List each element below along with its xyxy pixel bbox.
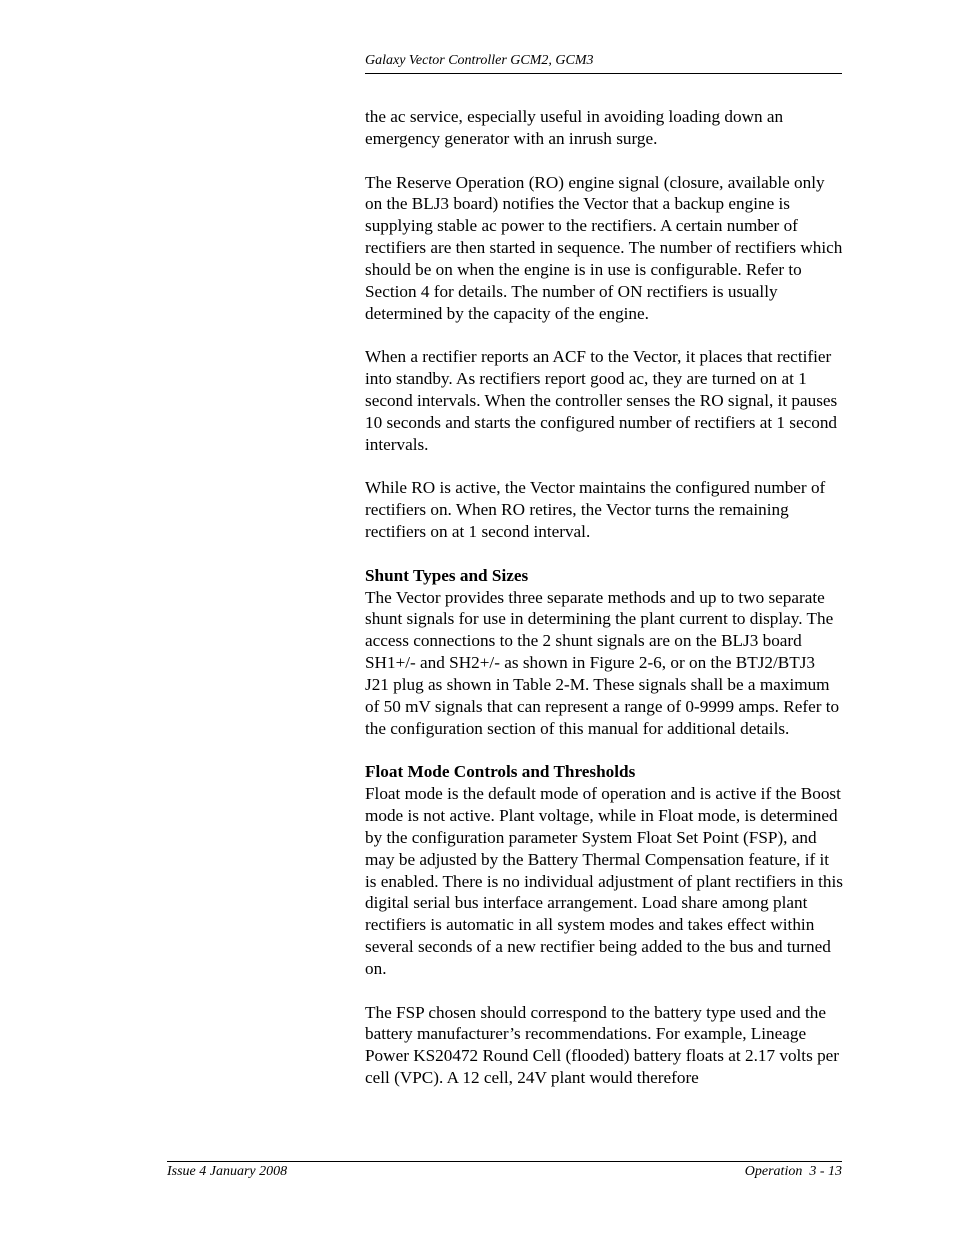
paragraph-float-mode: Float mode is the default mode of operation and is active if the Boost mode is not active. Plant voltage, while in Float mode, is determined by the configuration parameter System Float Set Point (FSP), and may be adjusted by the Battery Thermal Compensation feature, if it is enabled. There is no individual adjustment of plant rectifiers in this digital serial bus interface arrangement. Load share among plant rectifiers is automatic in all system modes and takes effect within several seconds of a new rectifier being added to the bus and turned on. <box>365 784 843 978</box>
paragraph-reserve-operation: The Reserve Operation (RO) engine signal (closure, available only on the BLJ3 board) notifies the Vector that a backup engine is supplying stable ac power to the rectifiers. A certain number of rectifiers are then started in sequence. The number of rectifiers which should be on when the engine is in use is configurable. Refer to Section 4 for details. The number of ON rectifiers is usually determined by the capacity of the engine. <box>365 172 843 323</box>
paragraph-fsp: The FSP chosen should correspond to the battery type used and the battery manufacturer’s recommendations. For example, Lineage Power KS20472 Round Cell (flooded) battery floats at 2.17 volts per cell (VPC). A 12 cell, 24V plant would therefore <box>365 1002 840 1088</box>
running-header <box>365 52 842 74</box>
body-text <box>365 106 843 1111</box>
heading-shunt-types: Shunt Types and Sizes <box>365 565 529 585</box>
running-footer <box>167 1161 842 1181</box>
footer-issue-date: Issue 4 January 2008 <box>167 1164 288 1179</box>
heading-float-mode: Float Mode Controls and Thresholds <box>365 762 636 782</box>
paragraph-shunt: The Vector provides three separate methods and up to two separate shunt signals for use in determining the plant current to display. The access connections to the 2 shunt signals are on the BLJ3 board SH1+/- and SH2+/- as shown in Figure 2-6, or on the BTJ2/BTJ3 J21 plug as shown in Table 2-M. These signals shall be a maximum of 50 mV signals that can represent a range of 0-9999 amps. Refer to the configuration section of this manual for additional details. <box>365 587 840 738</box>
paragraph-ro-active: While RO is active, the Vector maintains the configured number of rectifiers on. When RO retires, the Vector turns the remaining rectifiers on at 1 second interval. <box>365 478 826 542</box>
paragraph-ac-service: the ac service, especially useful in avoiding loading down an emergency generator with an inrush surge. <box>365 107 784 148</box>
paragraph-rectifier-acf: When a rectifier reports an ACF to the Vector, it places that rectifier into standby. As rectifiers report good ac, they are turned on at 1 second intervals. When the controller senses the RO signal, it pauses 10 seconds and starts the configured number of rectifiers at 1 second intervals. <box>365 347 838 454</box>
header-title: Galaxy Vector Controller GCM2, GCM3 <box>365 53 594 68</box>
footer-page-number: Operation 3 - 13 <box>744 1164 842 1179</box>
